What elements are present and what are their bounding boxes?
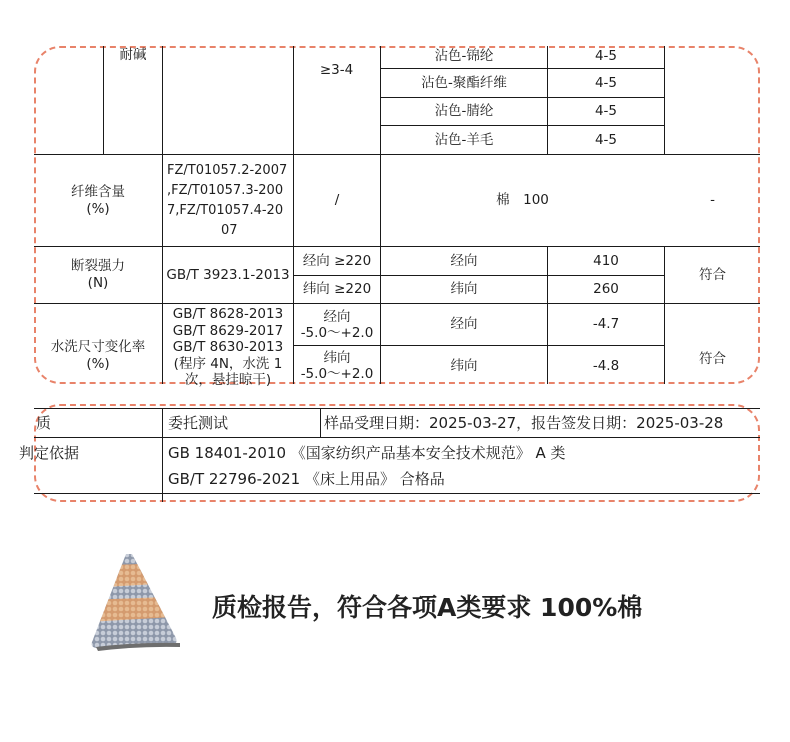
shrink-label [34,336,162,376]
fiber-method-line: ,FZ/T01057.3-200 [167,182,284,198]
shrink-val-weft: -4.8 [592,357,620,374]
nature-label: 质 [36,413,52,432]
strength-label [34,247,162,303]
strength-label-line2: (N) [87,275,109,291]
shrink-req-weft [294,346,380,386]
fiber-verdict: - [710,192,715,208]
strength-verdict: 符合 [699,266,726,283]
alkali-item-name: 沾色-羊毛 [434,131,494,148]
shrink-label-line2: (%) [86,356,110,372]
fiber-result: 棉 100 [496,192,549,208]
report-dates: 样品受理日期：2025-03-27，报告签发日期：2025-03-28 [324,413,724,432]
strength-req-warp: 经向 ≥220 [302,252,372,269]
alkali-item-value: 4-5 [594,131,618,148]
shrink-req-weft-dir: 纬向 [323,350,351,366]
strength-label-line1: 断裂强力 [71,258,125,274]
shrink-req-warp [294,304,380,345]
shrink-dir-weft: 纬向 [450,357,478,374]
nature-value: 委托测试 [168,413,229,432]
fiber-label-line1: 纤维含量 [71,183,125,200]
basis-label [19,442,159,464]
alkali-item-name: 沾色-腈纶 [434,103,494,119]
basis-line-1: GB 18401-2010 《国家纺织产品基本安全技术规范》 A 类 [168,443,566,462]
shrink-label-line1: 水洗尺寸变化率 [50,339,146,355]
alkali-item-name: 沾色-聚酯纤维 [421,74,507,91]
shrink-dir-warp: 经向 [450,316,478,332]
alkali-requirement: ≥3-4 [319,61,354,78]
shrink-method [163,306,293,386]
shrink-val-warp: -4.7 [592,316,620,332]
report-table [34,46,760,388]
fiber-method-line: FZ/T01057.2-2007 [167,162,288,178]
strength-method: GB/T 3923.1-2013 [166,266,290,283]
fiber-label-line2: (%) [86,200,110,217]
fiber-method-line: 7,FZ/T01057.4-20 [167,202,284,218]
shrink-method-line: 次，悬挂晾干) [184,372,272,388]
strength-dir-weft: 纬向 [450,281,478,297]
basis-line-2: GB/T 22796-2021 《床上用品》 合格品 [168,469,445,488]
fiber-label [34,155,162,246]
alkali-label: 耐碱 [119,46,147,63]
shrink-req-warp-dir: 经向 [323,308,351,325]
strength-req-weft: 纬向 ≥220 [302,281,372,297]
shrink-req-weft-range: -5.0～+2.0 [300,366,374,382]
basis-label-text: 判定依据 [19,443,80,462]
report-info-table [19,404,760,502]
fiber-requirement: / [334,192,340,208]
shrink-method-line: (程序 4N，水洗 1 [173,355,283,372]
alkali-item-value: 4-5 [594,47,618,64]
alkali-item-name: 沾色-锦纶 [434,47,494,64]
shrink-method-line: GB/T 8629-2017 [172,322,284,339]
strength-val-weft: 260 [593,281,619,297]
strength-dir-warp: 经向 [450,252,478,269]
shrink-verdict: 符合 [699,350,726,367]
shrink-req-warp-range: -5.0～+2.0 [300,324,374,341]
fiber-method [163,155,293,246]
shrink-method-line: GB/T 8630-2013 [172,339,284,355]
shrink-method-line: GB/T 8628-2013 [172,306,284,322]
strength-val-warp: 410 [593,252,619,269]
report-caption: 质检报告，符合各项A类要求 100%棉 [212,593,643,622]
alkali-item-value: 4-5 [594,74,618,91]
alkali-item-value: 4-5 [594,103,618,119]
cotton-cone-icon [88,552,190,654]
fiber-method-line: 07 [221,222,238,238]
